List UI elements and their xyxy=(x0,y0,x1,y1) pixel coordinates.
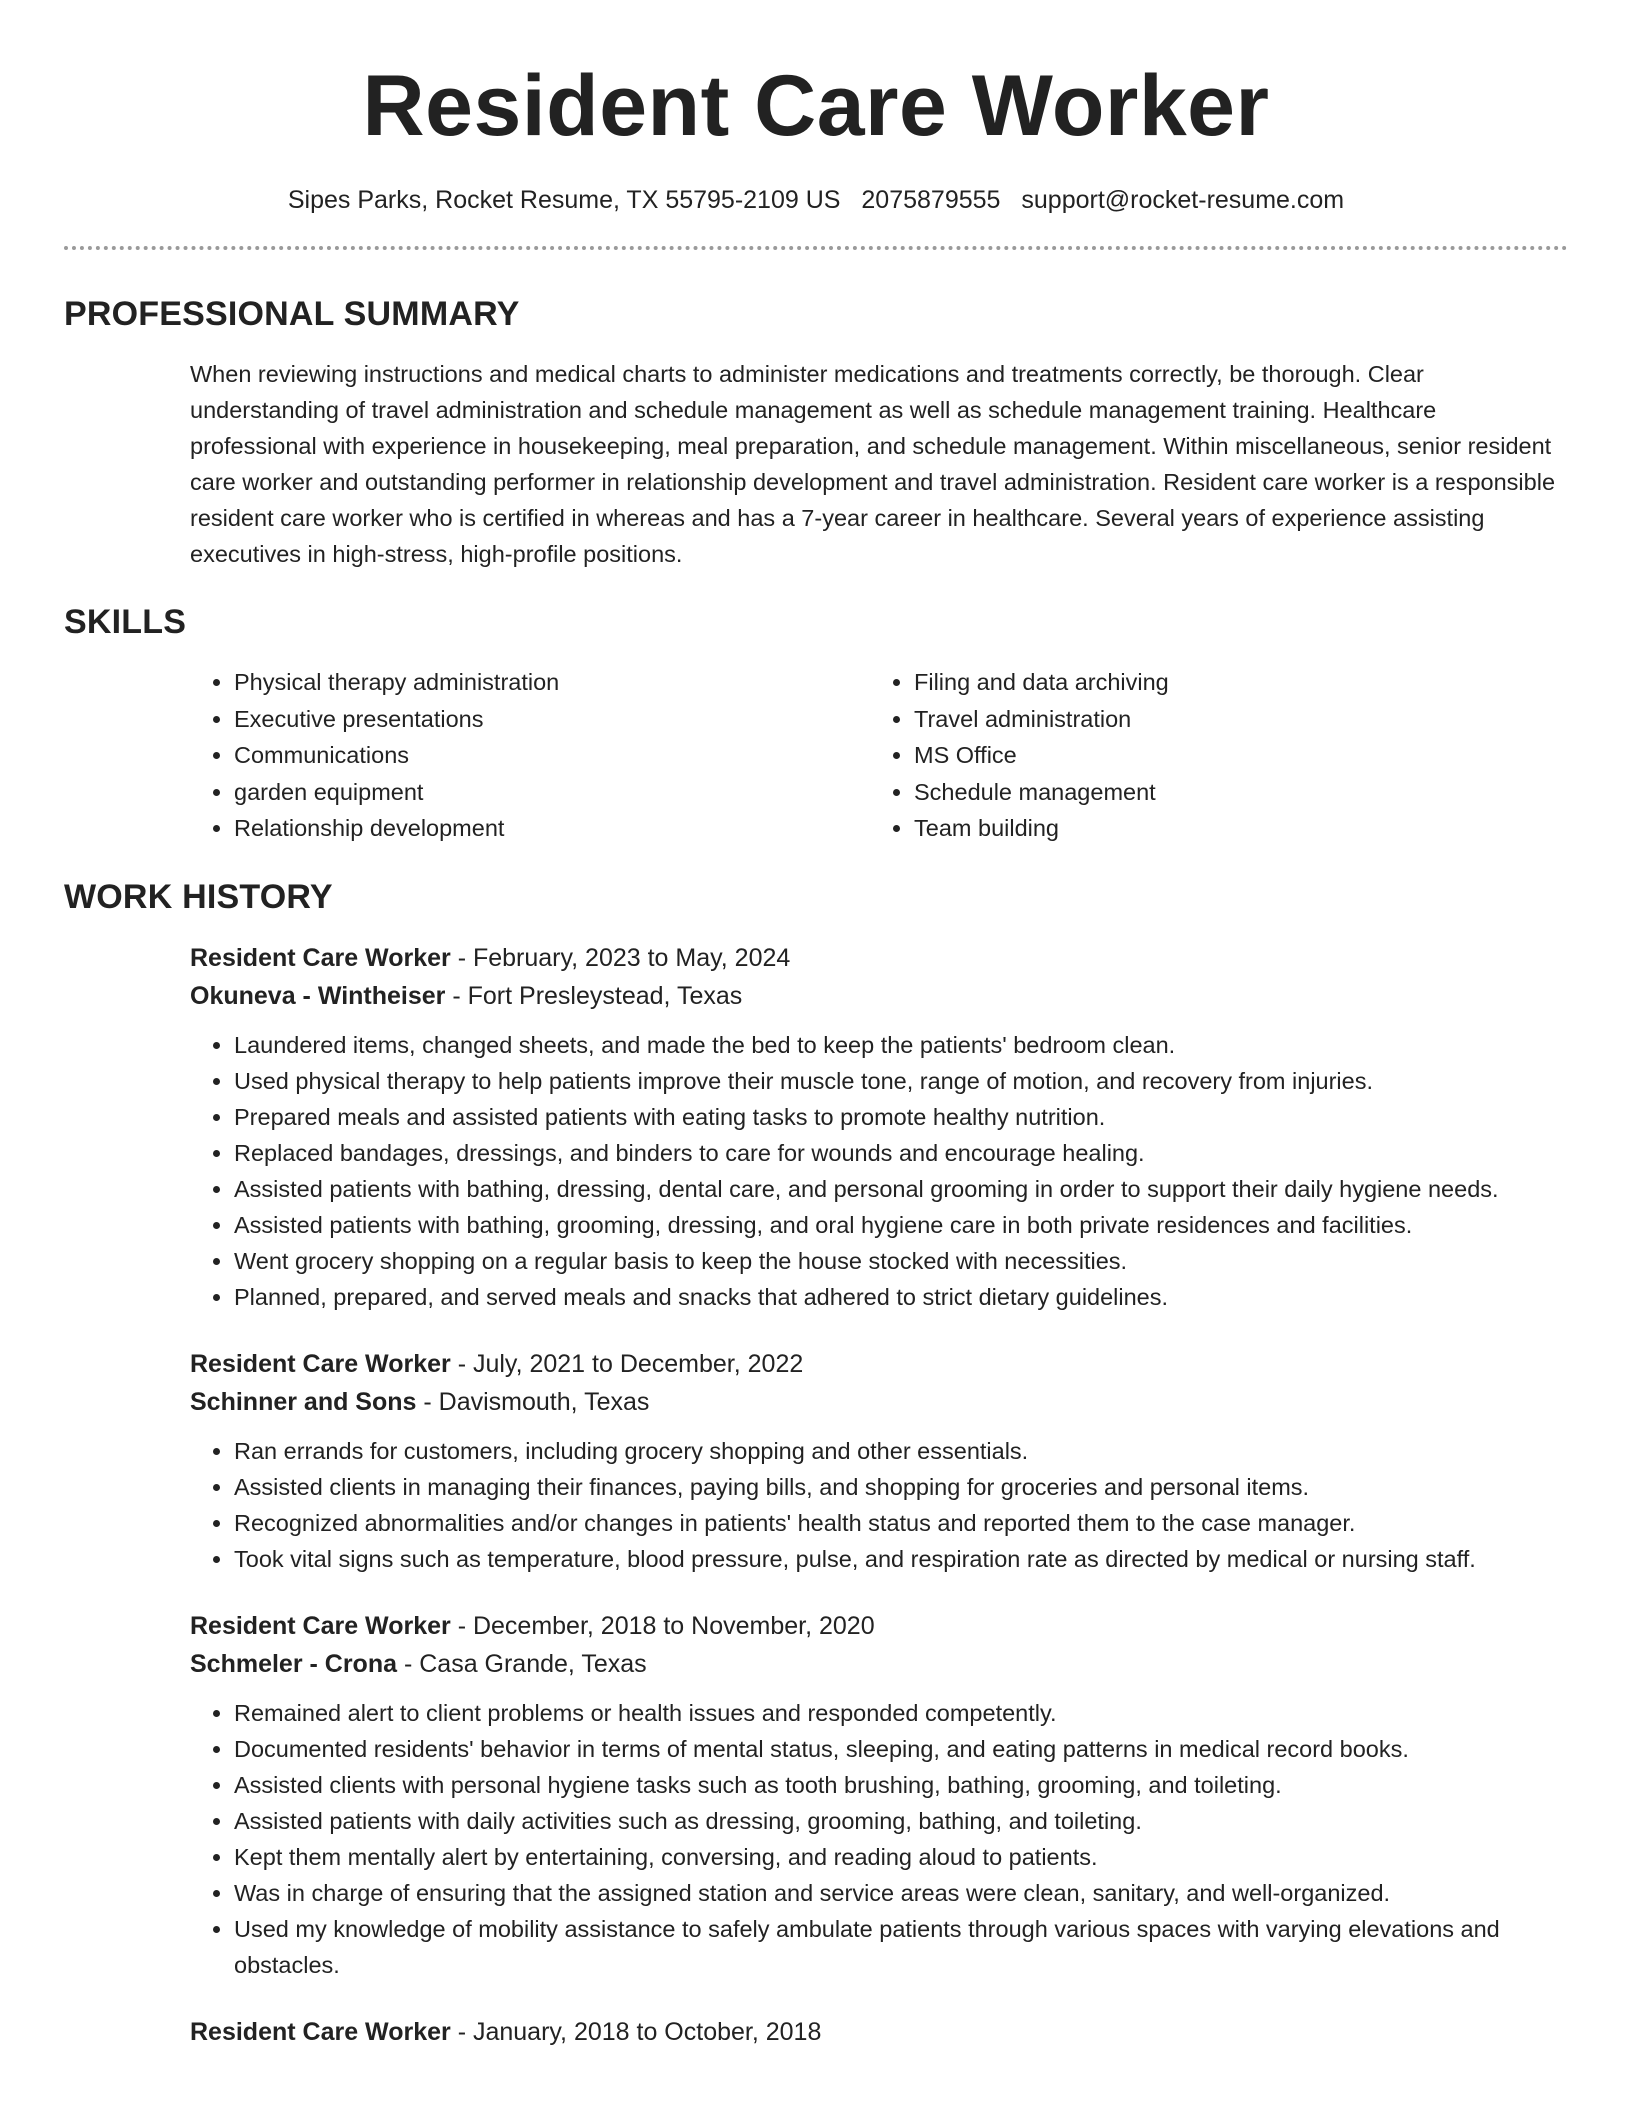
skill-item: • Relationship development xyxy=(234,810,870,847)
header-divider xyxy=(64,246,1568,250)
job-bullet: • Prepared meals and assisted patients with eating tasks to promote healthy nutrition. xyxy=(234,1099,1552,1135)
job-bullet: • Planned, prepared, and served meals and snacks that adhered to strict dietary guidelines. xyxy=(234,1279,1552,1315)
job-title-line xyxy=(190,939,1568,977)
job-location: - Fort Presleystead, Texas xyxy=(445,981,743,1010)
job-dates: - December, 2018 to November, 2020 xyxy=(450,1611,875,1640)
job-dates: - February, 2023 to May, 2024 xyxy=(450,943,791,972)
job-bullets xyxy=(190,1027,1552,1315)
job-bullet: • Kept them mentally alert by entertaining, conversing, and reading aloud to patients. xyxy=(234,1839,1552,1875)
job-role: Resident Care Worker xyxy=(190,2017,451,2046)
job-company-line xyxy=(190,977,1568,1015)
job-role: Resident Care Worker xyxy=(190,1611,451,1640)
job-company-line xyxy=(190,1383,1568,1421)
job-title-line xyxy=(190,1345,1568,1383)
job-title-line xyxy=(190,1607,1568,1645)
skills-list-left xyxy=(190,664,870,847)
job-location: - Davismouth, Texas xyxy=(416,1387,650,1416)
job-entry xyxy=(190,939,1568,1315)
job-bullet: • Assisted clients with personal hygiene tasks such as tooth brushing, bathing, grooming, and toileting. xyxy=(234,1767,1552,1803)
job-location: - Casa Grande, Texas xyxy=(397,1649,647,1678)
job-bullets xyxy=(190,1695,1552,1983)
job-bullet: • Was in charge of ensuring that the assigned station and service areas were clean, sanitary, and well-organized. xyxy=(234,1875,1552,1911)
job-bullet: • Used physical therapy to help patients improve their muscle tone, range of motion, and recovery from injuries. xyxy=(234,1063,1552,1099)
contact-email[interactable]: support@rocket-resume.com xyxy=(1021,186,1345,214)
job-entry xyxy=(190,1607,1568,1983)
skill-item: • Physical therapy administration xyxy=(234,664,870,701)
job-bullet: • Documented residents' behavior in terms of mental status, sleeping, and eating patterns in medical record books. xyxy=(234,1731,1552,1767)
skill-item: • Schedule management xyxy=(914,774,1550,811)
work-history-heading: WORK HISTORY xyxy=(64,877,333,916)
job-dates: - July, 2021 to December, 2022 xyxy=(450,1349,804,1378)
job-company: Okuneva - Wintheiser xyxy=(190,981,446,1010)
skill-item: • Filing and data archiving xyxy=(914,664,1550,701)
job-bullet: • Laundered items, changed sheets, and made the bed to keep the patients' bedroom clean. xyxy=(234,1027,1552,1063)
job-entry xyxy=(190,2013,1568,2051)
job-bullet: • Assisted patients with bathing, dressing, dental care, and personal grooming in order to support their daily hygiene needs. xyxy=(234,1171,1552,1207)
resume-name: Resident Care Worker xyxy=(362,58,1270,154)
skill-item: • Travel administration xyxy=(914,701,1550,738)
job-bullet: • Remained alert to client problems or health issues and responded competently. xyxy=(234,1695,1552,1731)
skills-list-right xyxy=(870,664,1550,847)
job-bullet: • Went grocery shopping on a regular basis to keep the house stocked with necessities. xyxy=(234,1243,1552,1279)
contact-phone: 2075879555 xyxy=(861,186,1001,214)
job-dates: - January, 2018 to October, 2018 xyxy=(450,2017,822,2046)
job-title-line xyxy=(190,2013,1568,2051)
job-bullet: • Assisted patients with bathing, grooming, dressing, and oral hygiene care in both private residences and facilities. xyxy=(234,1207,1552,1243)
job-bullet: • Ran errands for customers, including grocery shopping and other essentials. xyxy=(234,1433,1552,1469)
skill-item: • Communications xyxy=(234,737,870,774)
job-bullet: • Used my knowledge of mobility assistance to safely ambulate patients through various spaces with varying elevations and obstacles. xyxy=(234,1911,1552,1983)
job-bullet: • Assisted patients with daily activities such as dressing, grooming, bathing, and toileting. xyxy=(234,1803,1552,1839)
summary-heading: PROFESSIONAL SUMMARY xyxy=(64,295,520,333)
job-bullet: • Replaced bandages, dressings, and binders to care for wounds and encourage healing. xyxy=(234,1135,1552,1171)
job-company: Schmeler - Crona xyxy=(190,1649,398,1678)
skill-item: • Team building xyxy=(914,810,1550,847)
job-company-line xyxy=(190,1645,1568,1683)
job-bullet: • Recognized abnormalities and/or changes in patients' health status and reported them to the case manager. xyxy=(234,1505,1552,1541)
job-role: Resident Care Worker xyxy=(190,943,451,972)
skill-item: • garden equipment xyxy=(234,774,870,811)
skills-heading: SKILLS xyxy=(64,603,187,641)
job-bullet: • Assisted clients in managing their finances, paying bills, and shopping for groceries and personal items. xyxy=(234,1469,1552,1505)
job-role: Resident Care Worker xyxy=(190,1349,451,1378)
job-bullet: • Took vital signs such as temperature, blood pressure, pulse, and respiration rate as directed by medical or nursing staff. xyxy=(234,1541,1552,1577)
skill-item: • Executive presentations xyxy=(234,701,870,738)
skill-item: • MS Office xyxy=(914,737,1550,774)
contact-address: Sipes Parks, Rocket Resume, TX 55795-2109 US xyxy=(287,186,841,214)
skills-grid xyxy=(190,664,1568,847)
contact-line xyxy=(64,184,1568,216)
job-company: Schinner and Sons xyxy=(190,1387,417,1416)
job-entry xyxy=(190,1345,1568,1577)
summary-text: When reviewing instructions and medical charts to administer medications and treatments correctly, be thorough. Clear understanding of travel administration and schedule management as well as schedule management training. Healthcare professional with experience in housekeeping, meal preparation, and schedule management. Within miscellaneous, senior resident care worker and outstanding performer in relationship development and travel administration. Resident care worker is a responsible resident care worker who is certified in whereas and has a 7-year career in healthcare. Several years of experience assisting executives in high-stress, high-profile positions. xyxy=(190,361,1556,567)
job-bullets xyxy=(190,1433,1552,1577)
